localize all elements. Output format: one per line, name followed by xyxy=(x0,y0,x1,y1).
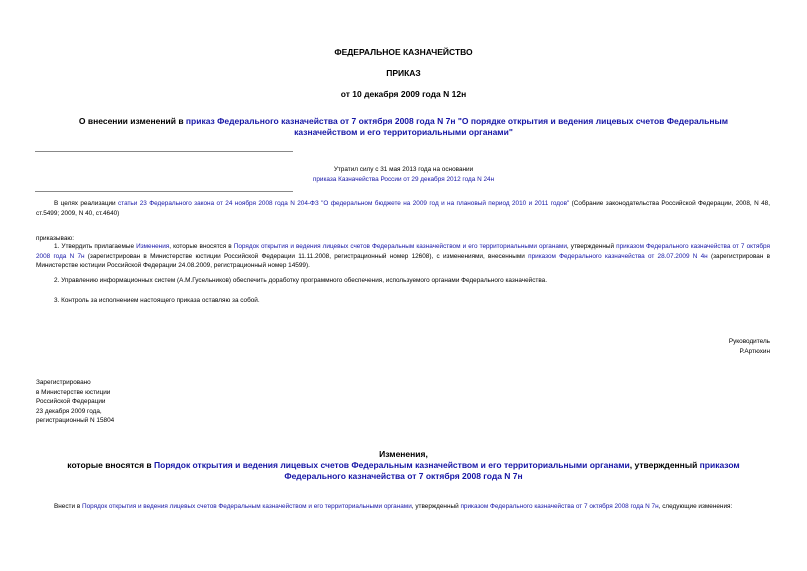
preamble-text-start: В целях реализации xyxy=(54,200,119,207)
registration-line-4: 23 декабря 2009 года, xyxy=(36,407,102,415)
item-1-text-c: , утвержденный xyxy=(566,243,617,250)
item-3: 3. Контроль за исполнением настоящего приказа оставляю за собой. xyxy=(54,297,260,304)
changes-intro-text-b: , утвержденный xyxy=(411,503,461,510)
item-1-changes-link[interactable]: Изменения xyxy=(136,243,170,250)
changes-heading: Изменения, xyxy=(379,449,428,459)
changes-order-link[interactable]: приказом Федерального казначейства от 7 октября 2008 года N 7н xyxy=(284,460,740,481)
signature-name: Р.Артюхин xyxy=(739,347,770,355)
registration-line-3: Российской Федерации xyxy=(36,398,106,406)
status-note xyxy=(0,165,807,184)
order-word: приказываю: xyxy=(36,235,74,242)
signature-block xyxy=(729,337,770,356)
item-1-amend-link[interactable]: приказом Федерального казначейства от 28.07.2009 N 4н xyxy=(528,252,708,260)
changes-intro-order-link[interactable]: приказом Федерального казначейства от 7 октября 2008 года N 7н xyxy=(460,503,659,510)
changes-intro-text-c: , следующие изменения: xyxy=(658,503,733,510)
preamble-paragraph xyxy=(36,199,770,218)
item-1-text-b: , которые вносятся в xyxy=(169,243,234,250)
changes-intro-text-a: Внести в xyxy=(54,503,82,510)
item-1 xyxy=(36,242,770,271)
divider-bottom xyxy=(35,191,293,192)
changes-intro xyxy=(36,502,770,512)
item-1-text-d: (зарегистрирован в Министерстве юстиции Российской Федерации 11.11.2008, регистрационный номер 12608), с изменениями, внесенными xyxy=(84,252,529,260)
preamble-text-end: (Собрание законодательства Российской Федерации, 2008, N 48, ст.5499; 2009, N 40, ст.4640) xyxy=(36,200,770,217)
status-note-line: Утратил силу с 31 мая 2013 года на основании xyxy=(333,166,474,173)
registration-line-5: регистрационный N 15804 xyxy=(36,417,115,425)
changes-procedure-link[interactable]: Порядок открытия и ведения лицевых счетов Федеральным казначейством и его территориальными органами xyxy=(154,460,630,470)
registration-block xyxy=(36,378,114,426)
header-org: ФЕДЕРАЛЬНОЕ КАЗНАЧЕЙСТВО xyxy=(334,47,473,57)
header-date: от 10 декабря 2009 года N 12н xyxy=(340,89,467,99)
changes-subtitle-text-b: , утвержденный xyxy=(629,460,700,470)
changes-intro-procedure-link[interactable]: Порядок открытия и ведения лицевых счетов Федеральным казначейством и его территориальными органами xyxy=(81,503,412,510)
preamble-law-link[interactable]: статьи 23 Федерального закона от 24 ноября 2008 года N 204-ФЗ "О федеральном бюджете на 2009 год и на плановый период 2010 и 2011 годов" xyxy=(118,200,570,207)
title-link[interactable]: приказ Федерального казначейства от 7 октября 2008 года N 7н "О порядке открытия и ведения лицевых счетов Федеральным казначейством и его территориальными органами" xyxy=(185,116,729,137)
item-1-text-a: 1. Утвердить прилагаемые xyxy=(54,243,137,250)
item-2: 2. Управлению информационных систем (А.М.Гусельников) обеспечить доработку программного обеспечения, используемого органами Федерального казначейства. xyxy=(54,277,548,284)
registration-line-1: Зарегистрировано xyxy=(36,379,91,386)
status-note-link[interactable]: приказа Казначейства России от 29 декабря 2012 года N 24н xyxy=(312,175,495,183)
changes-subtitle-text-a: которые вносятся в xyxy=(67,460,155,470)
item-1-procedure-link[interactable]: Порядок открытия и ведения лицевых счетов Федеральным казначейством и его территориальными органами xyxy=(233,243,567,250)
title-prefix: О внесении изменений в xyxy=(78,116,186,126)
item-1-text-e: (зарегистрирован в Министерстве юстиции Российской Федерации 24.08.2009, регистрационный номер 14599). xyxy=(36,252,770,270)
registration-line-2: в Министерстве юстиции xyxy=(36,388,111,396)
header-doc-type: ПРИКАЗ xyxy=(386,68,421,78)
signature-role: Руководитель xyxy=(728,338,770,345)
divider-top xyxy=(35,151,293,152)
item-1-order-link[interactable]: приказом Федерального казначейства от 7 октября 2008 года N 7н xyxy=(36,243,770,260)
document-title xyxy=(60,116,747,138)
changes-subtitle xyxy=(45,460,762,482)
